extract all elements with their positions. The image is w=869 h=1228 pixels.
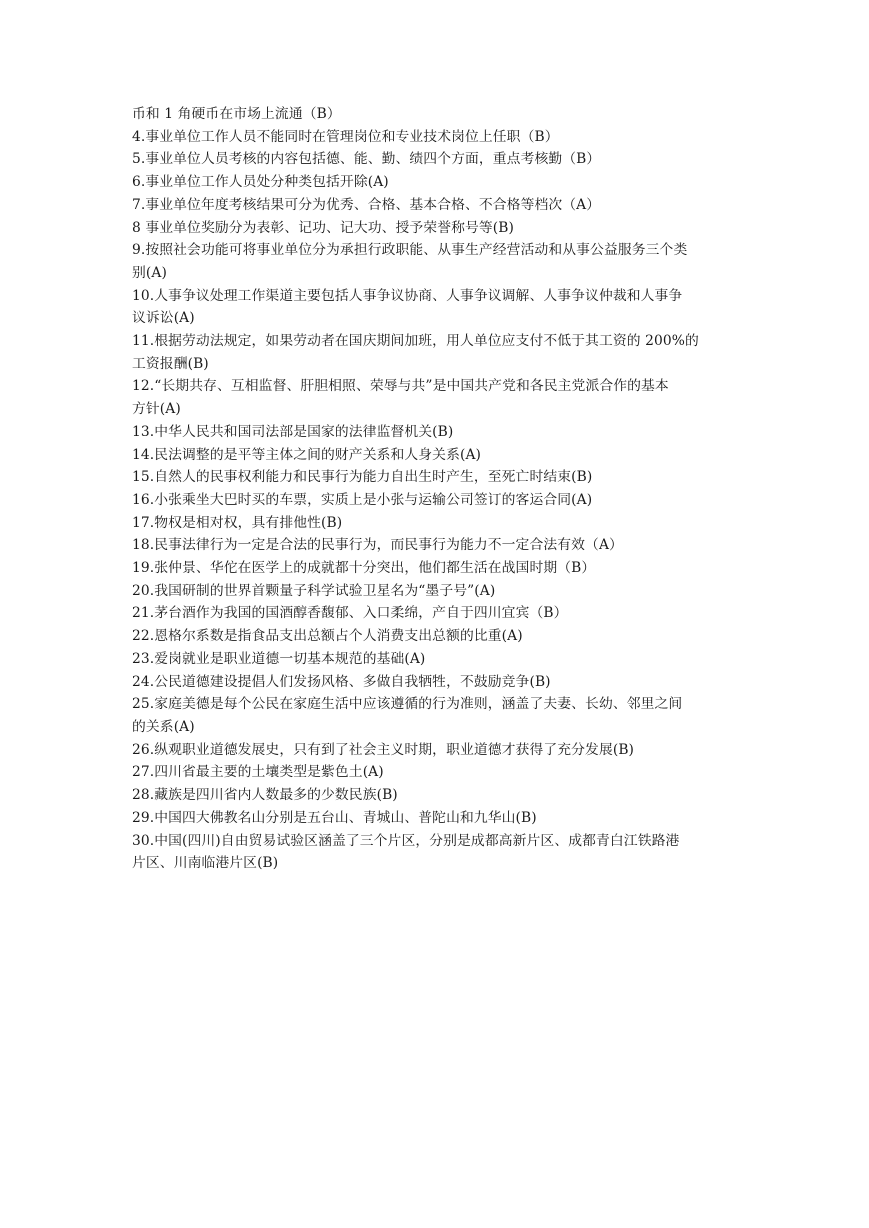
text-line: 15.自然人的民事权利能力和民事行为能力自出生时产生，至死亡时结束(B) xyxy=(132,469,593,486)
text-line: 10.人事争议处理工作渠道主要包括人事争议协商、人事争议调解、人事争议仲裁和人事争 xyxy=(132,287,683,304)
text-line: 23.爱岗就业是职业道德一切基本规范的基础(A) xyxy=(132,650,426,667)
text-line: 25.家庭美德是每个公民在家庭生活中应该遵循的行为准则，涵盖了夫妻、长幼、邻里之间 xyxy=(132,696,683,713)
text-line: 27.四川省最主要的土壤类型是紫色土(A) xyxy=(132,764,384,781)
text-line: 30.中国(四川)自由贸易试验区涵盖了三个片区，分别是成都高新片区、成都青白江铁路港 xyxy=(132,832,680,849)
text-line: 22.恩格尔系数是指食品支出总额占个人消费支出总额的比重(A) xyxy=(132,628,523,645)
text-line: 方针(A) xyxy=(132,401,181,418)
text-line: 9.按照社会功能可将事业单位分为承担行政职能、从事生产经营活动和从事公益服务三个类 xyxy=(132,242,688,259)
text-line: 片区、川南临港片区(B) xyxy=(132,855,279,872)
text-line: 8 事业单位奖励分为表彰、记功、记大功、授予荣誉称号等(B) xyxy=(132,219,514,236)
text-line: 16.小张乘坐大巴时买的车票，实质上是小张与运输公司签订的客运合同(A) xyxy=(132,491,593,508)
text-line: 币和 1 角硬币在市场上流通（B） xyxy=(132,106,341,122)
text-line: 14.民法调整的是平等主体之间的财产关系和人身关系(A) xyxy=(132,446,482,463)
text-line: 26.纵观职业道德发展史，只有到了社会主义时期，职业道德才获得了充分发展(B) xyxy=(132,741,635,758)
text-line: 24.公民道德建设提倡人们发扬风格、多做自我牺牲，不鼓励竞争(B) xyxy=(132,673,551,690)
text-line: 的关系(A) xyxy=(132,718,195,735)
text-line: 18.民事法律行为一定是合法的民事行为，而民事行为能力不一定合法有效（A） xyxy=(132,537,623,554)
text-line: 29.中国四大佛教名山分别是五台山、青城山、普陀山和九华山(B) xyxy=(132,809,537,826)
text-line: 17.物权是相对权，具有排他性(B) xyxy=(132,514,343,531)
text-line: 12.“长期共存、互相监督、肝胆相照、荣辱与共”是中国共产党和各民主党派合作的基本 xyxy=(132,378,669,395)
text-line: 5.事业单位人员考核的内容包括德、能、勤、绩四个方面，重点考核勤（B） xyxy=(132,151,601,168)
text-line: 6.事业单位工作人员处分种类包括开除(A) xyxy=(132,174,389,191)
text-line: 工资报酬(B) xyxy=(132,355,209,372)
document-page xyxy=(132,103,744,875)
text-line: 28.藏族是四川省内人数最多的少数民族(B) xyxy=(132,787,398,804)
text-line: 4.事业单位工作人员不能同时在管理岗位和专业技术岗位上任职（B） xyxy=(132,128,559,145)
text-line: 7.事业单位年度考核结果可分为优秀、合格、基本合格、不合格等档次（A） xyxy=(132,196,601,213)
text-line: 20.我国研制的世界首颗量子科学试验卫星名为“墨子号”(A) xyxy=(132,582,496,599)
text-line: 21.茅台酒作为我国的国酒醇香馥郁、入口柔绵，产自于四川宜宾（B） xyxy=(132,605,568,622)
text-line: 别(A) xyxy=(132,264,167,281)
text-line: 13.中华人民共和国司法部是国家的法律监督机关(B) xyxy=(132,423,454,440)
text-line: 议诉讼(A) xyxy=(132,310,195,327)
text-line: 11.根据劳动法规定，如果劳动者在国庆期间加班，用人单位应支付不低于其工资的 200%的 xyxy=(132,333,699,350)
text-line: 19.张仲景、华佗在医学上的成就都十分突出，他们都生活在战国时期（B） xyxy=(132,560,596,577)
